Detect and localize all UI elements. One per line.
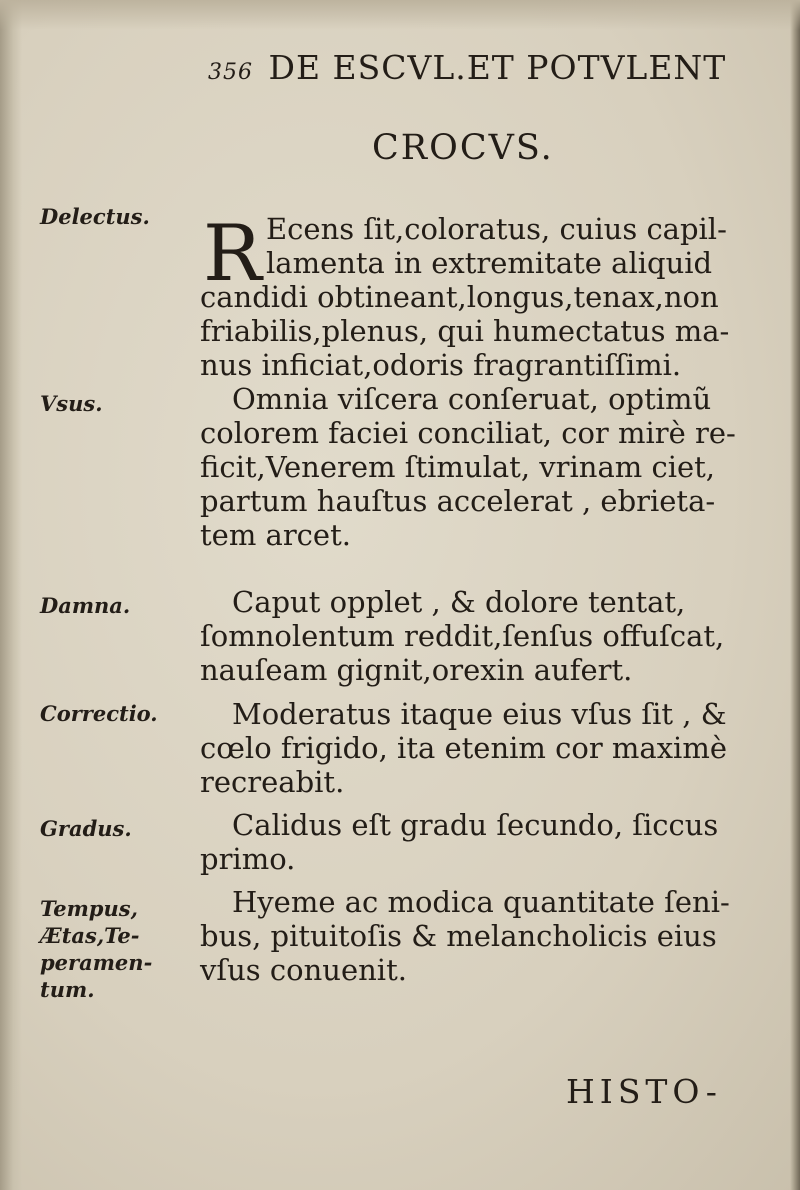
body-line: Calidus eſt gradu ſecundo, ſiccus — [232, 808, 719, 842]
body-line: bus, pituitoſis & melancholicis eius — [200, 919, 717, 953]
body-line: Ecens ſit,coloratus, cuius capil- — [266, 212, 727, 246]
body-line: primo. — [200, 842, 296, 876]
page-edge — [790, 0, 800, 1190]
running-header — [208, 48, 726, 87]
body-line: Caput opplet , & dolore tentat, — [232, 585, 686, 619]
margin-note-gradus: Gradus. — [40, 816, 132, 841]
body-line: ſomnolentum reddit,ſenſus offuſcat, — [200, 619, 725, 653]
body-line: cœlo frigido, ita etenim cor maximè — [200, 731, 727, 765]
body-line: friabilis,plenus, qui humectatus ma- — [200, 314, 730, 348]
section-title: CROCVS. — [372, 128, 554, 168]
body-line: Moderatus itaque eius vſus ſit , & — [232, 697, 727, 731]
body-line: nus inficiat,odoris fragrantiſſimi. — [200, 348, 682, 382]
margin-note-tempus-3: peramen- — [40, 950, 153, 975]
body-line: recreabit. — [200, 765, 345, 799]
margin-note-delectus: Delectus. — [40, 204, 150, 229]
body-line: nauſeam gignit,orexin aufert. — [200, 653, 633, 687]
running-title: DE ESCVL.ET POTVLENT — [268, 48, 727, 87]
margin-note-vsus: Vsus. — [40, 391, 103, 416]
body-line: tem arcet. — [200, 518, 351, 552]
margin-note-tempus-1: Tempus, — [40, 896, 138, 921]
body-line: partum hauſtus accelerat , ebrieta- — [200, 484, 716, 518]
body-line: Hyeme ac modica quantitate ſeni- — [232, 885, 730, 919]
top-edge — [0, 0, 800, 30]
page-number: 356 — [208, 60, 253, 85]
body-line: candidi obtineant,longus,tenax,non — [200, 280, 719, 314]
body-line: vſus conuenit. — [200, 953, 407, 987]
body-line: Omnia viſcera conſeruat, optimũ — [232, 382, 712, 416]
drop-cap: R — [203, 209, 262, 299]
margin-note-tempus-2: Ætas,Te- — [40, 923, 140, 948]
body-line: ficit,Venerem ſtimulat, vrinam ciet, — [200, 450, 716, 484]
gutter-shadow — [0, 0, 22, 1190]
margin-note-damna: Damna. — [40, 593, 131, 618]
catchword: HISTO- — [566, 1072, 722, 1111]
margin-note-tempus-4: tum. — [40, 977, 95, 1002]
body-line: colorem faciei conciliat, cor mirè re- — [200, 416, 736, 450]
body-line: lamenta in extremitate aliquid — [266, 246, 713, 280]
margin-note-correctio: Correctio. — [40, 701, 158, 726]
